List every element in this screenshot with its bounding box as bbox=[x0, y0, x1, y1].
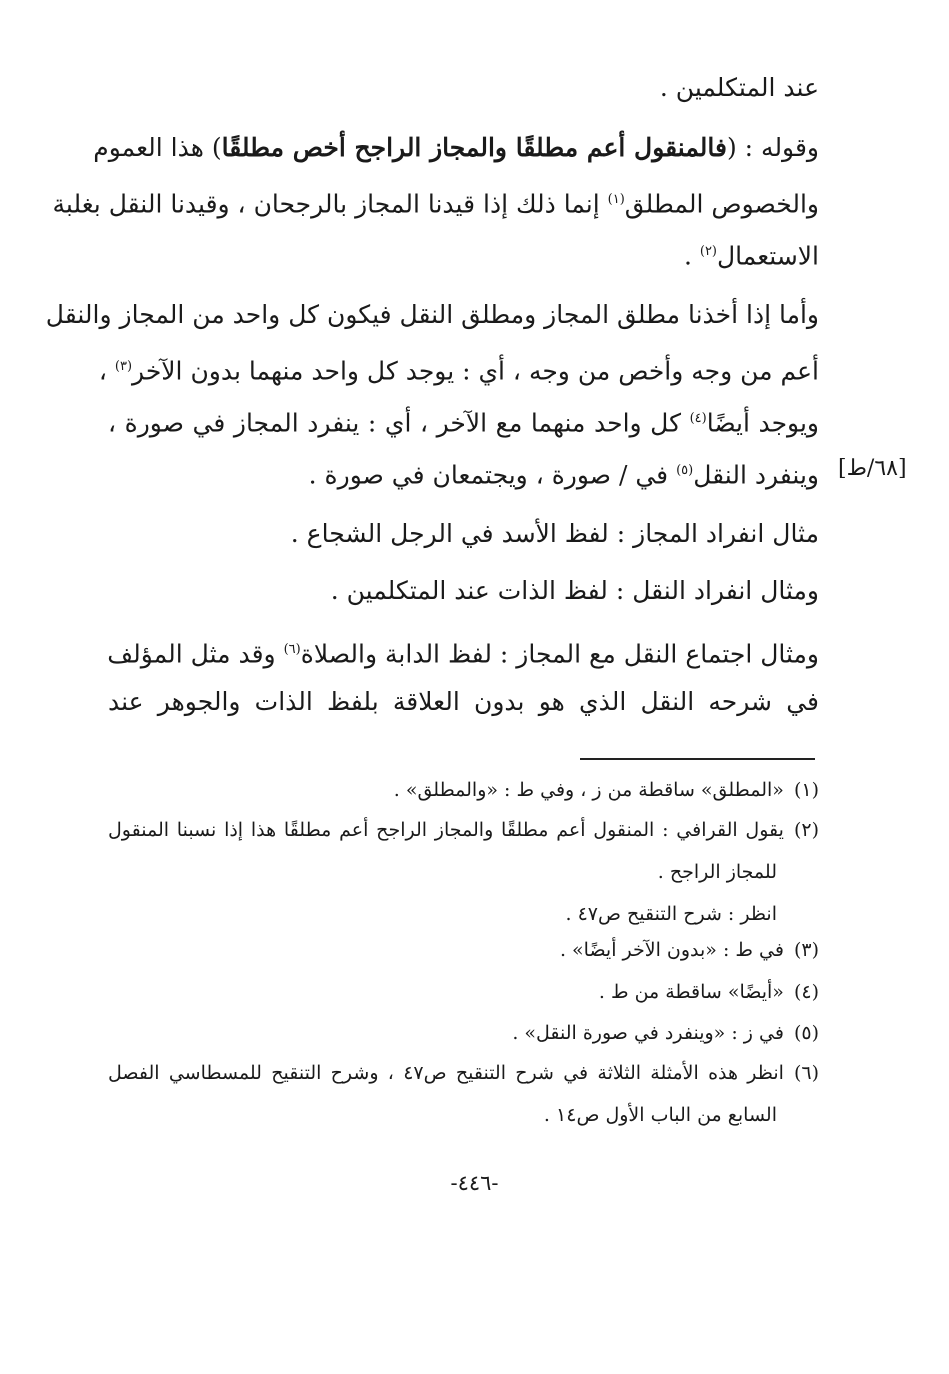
line-text: ويوجد أيضًا bbox=[706, 408, 820, 438]
line-text: أعم من وجه وأخص من وجه ، أي : يوجد كل واحد منهما بدون الآخر bbox=[132, 356, 819, 386]
footnote-text: في ز : «وينفرد في صورة النقل» . bbox=[512, 1022, 784, 1044]
footnote bbox=[512, 1018, 819, 1048]
line-text: في / صورة ، ويجتمعان في صورة . bbox=[308, 460, 677, 490]
text-line bbox=[98, 347, 819, 387]
line-text: . bbox=[683, 241, 700, 271]
footnote bbox=[108, 1058, 819, 1088]
text-line bbox=[309, 451, 819, 491]
footnote-continuation bbox=[566, 899, 778, 929]
text-line bbox=[108, 682, 819, 722]
footnote-ref[interactable]: (٦) bbox=[283, 642, 301, 657]
footnote bbox=[108, 815, 819, 845]
footnote-ref[interactable]: (٣) bbox=[114, 359, 133, 374]
text-line bbox=[108, 630, 819, 670]
line-text: وقوله : ( bbox=[726, 133, 819, 162]
text-line bbox=[52, 180, 819, 220]
line-text: إنما ذلك إذا قيدنا المجاز بالرجحان ، وقيدنا النقل بغلبة bbox=[52, 189, 608, 219]
footnote-ref[interactable]: (٢) bbox=[699, 244, 717, 259]
text-line bbox=[45, 295, 819, 335]
quoted-matn: فالمنقول أعم مطلقًا والمجاز الراجح أخص مطلقًا bbox=[221, 133, 727, 162]
text-line bbox=[108, 399, 819, 439]
line-text: الاستعمال bbox=[717, 241, 819, 271]
page-number: -٤٤٦- bbox=[450, 1171, 499, 1195]
line-text: وينفرد النقل bbox=[693, 460, 819, 490]
text-line bbox=[93, 128, 819, 168]
text-line bbox=[331, 571, 819, 611]
footnote-ref[interactable]: (٥) bbox=[676, 463, 694, 478]
line-text: وأما إذا أخذنا مطلق المجاز ومطلق النقل فيكون كل واحد من المجاز والنقل bbox=[45, 300, 819, 329]
line-text: كل واحد منهما مع الآخر ، أي : ينفرد المجاز في صورة ، bbox=[108, 408, 690, 438]
line-text: ومثال اجتماع النقل مع المجاز : لفظ الدابة والصلاة bbox=[300, 639, 819, 669]
footnote-text: يقول القرافي : المنقول أعم مطلقًا والمجاز الراجح أعم مطلقًا هذا إذا نسبنا المنقول bbox=[108, 819, 784, 841]
line-text: والخصوص المطلق bbox=[624, 189, 819, 219]
footnote-text: في ط : «بدون الآخر أيضًا» . bbox=[559, 939, 784, 961]
text-line bbox=[660, 68, 819, 108]
line-text: ، bbox=[98, 356, 115, 386]
line-text: مثال انفراد المجاز : لفظ الأسد في الرجل الشجاع . bbox=[290, 519, 819, 548]
line-text: ومثال انفراد النقل : لفظ الذات عند المتكلمين . bbox=[330, 576, 819, 605]
manuscript-folio-marker: [٦٨/ط] bbox=[838, 456, 907, 481]
line-text: وقد مثل المؤلف bbox=[107, 639, 284, 669]
footnote bbox=[560, 935, 819, 965]
text-line bbox=[291, 514, 819, 554]
footnote-number: (٣) bbox=[793, 939, 819, 961]
footnote-continuation bbox=[544, 1100, 777, 1130]
footnote-ref[interactable]: (٤) bbox=[689, 411, 707, 426]
footnote-number: (٦) bbox=[793, 1062, 819, 1084]
line-text: في شرحه النقل الذي هو بدون العلاقة بلفظ الذات والجوهر عند bbox=[108, 687, 819, 716]
footnote-ref[interactable]: (١) bbox=[607, 192, 625, 207]
footnote-separator bbox=[580, 758, 815, 760]
footnote-text: «أيضًا» ساقطة من ط . bbox=[598, 981, 784, 1003]
footnote bbox=[599, 977, 819, 1007]
footnote bbox=[394, 775, 819, 805]
footnote-text: انظر هذه الأمثلة الثلاثة في شرح التنقيح ص٤٧ ، وشرح التنقيح للمسطاسي الفصل bbox=[108, 1062, 784, 1084]
line-text: ) هذا العموم bbox=[93, 133, 222, 162]
text-line bbox=[684, 232, 819, 272]
footnote-number: (٢) bbox=[793, 819, 819, 841]
line-text: عند المتكلمين . bbox=[659, 73, 819, 102]
footnote-text: السابع من الباب الأول ص١٤ . bbox=[543, 1104, 777, 1126]
footnote-number: (١) bbox=[793, 779, 819, 801]
footnote-text: «المطلق» ساقطة من ز ، وفي ط : «والمطلق» . bbox=[393, 779, 784, 801]
footnote-text: للمجاز الراجح . bbox=[657, 861, 777, 883]
footnote-number: (٤) bbox=[793, 981, 819, 1003]
footnote-number: (٥) bbox=[793, 1022, 819, 1044]
footnote-continuation bbox=[658, 857, 777, 887]
footnote-text: انظر : شرح التنقيح ص٤٧ . bbox=[565, 903, 777, 925]
